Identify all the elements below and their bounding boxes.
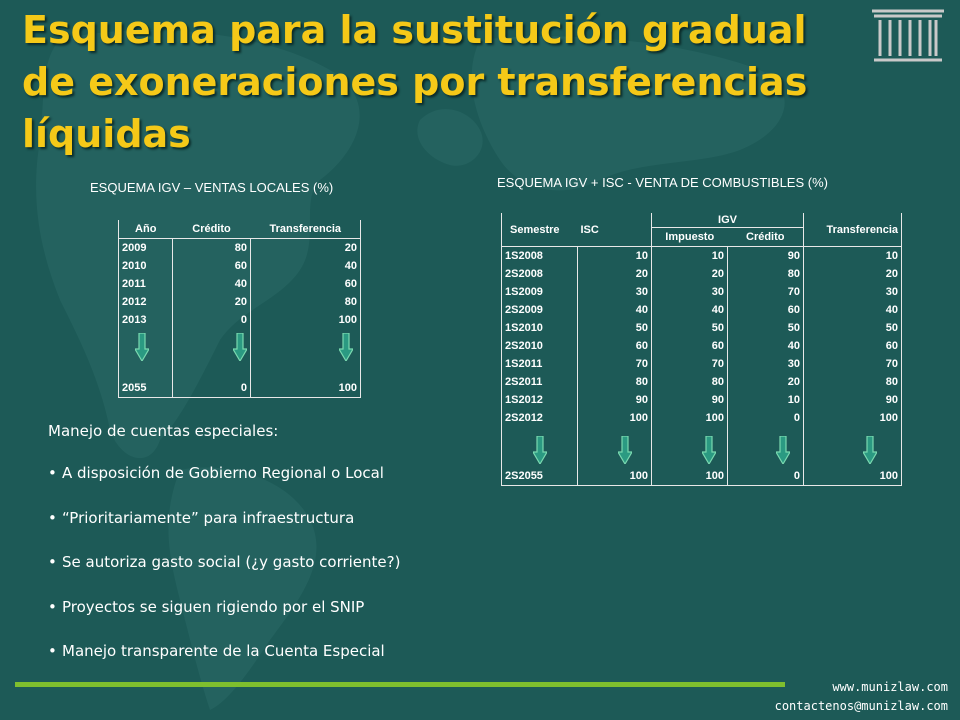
col-header-isc: ISC	[578, 213, 652, 247]
list-item: • Manejo transparente de la Cuenta Especial	[48, 642, 385, 660]
bullet-icon: •	[48, 553, 57, 571]
down-arrow-icon	[702, 436, 716, 464]
col-header-transferencia: Transferencia	[251, 220, 361, 239]
table-row-final: 2055 0 100	[119, 379, 361, 398]
table-row: 1S2008 10 10 90 10	[502, 247, 902, 266]
list-item: • Se autoriza gasto social (¿y gasto corriente?)	[48, 553, 401, 571]
col-header-igv: IGV	[652, 213, 804, 228]
table1-title: ESQUEMA IGV – VENTAS LOCALES (%)	[90, 180, 334, 195]
table-row: 2009 80 20	[119, 239, 361, 258]
list-item: • Proyectos se siguen rigiendo por el SNIP	[48, 597, 365, 616]
list-item: • A disposición de Gobierno Regional o Local	[48, 464, 384, 482]
table-igv-ventas-locales	[118, 220, 361, 398]
bullet-icon: •	[48, 464, 57, 482]
down-arrow-icon	[863, 436, 877, 464]
table-row: 2S2009 40 40 60 40	[502, 301, 902, 319]
footer	[775, 678, 948, 716]
bullet-icon: •	[48, 508, 57, 527]
table-row: 2S2010 60 60 40 60	[502, 337, 902, 355]
col-header-transferencia: Transferencia	[804, 213, 902, 247]
table-row: 1S2011 70 70 30 70	[502, 355, 902, 373]
columns-building-icon	[868, 6, 948, 66]
col-header-impuesto: Impuesto	[652, 228, 728, 247]
bullet-icon: •	[48, 597, 57, 616]
down-arrow-icon	[618, 436, 632, 464]
page-title: Esquema para la sustitución gradual de exoneraciones por transferencias líquidas	[22, 8, 808, 156]
down-arrow-icon	[533, 436, 547, 464]
table-row: 2012 20 80	[119, 293, 361, 311]
table-row: 2S2012 100 100 0 100	[502, 409, 902, 427]
table-row: 2011 40 60	[119, 275, 361, 293]
table-row: 1S2012 90 90 10 90	[502, 391, 902, 409]
table-row: 2S2008 20 20 80 20	[502, 265, 902, 283]
col-header-credito: Crédito	[728, 228, 804, 247]
footer-website-link[interactable]: www.munizlaw.com	[832, 680, 948, 694]
table2-title: ESQUEMA IGV + ISC - VENTA DE COMBUSTIBLES (%)	[497, 175, 828, 190]
down-arrow-icon	[233, 333, 247, 361]
table-row-final: 2S2055 100 100 0 100	[502, 467, 902, 486]
down-arrow-icon	[339, 333, 353, 361]
bullet-icon: •	[48, 642, 57, 660]
col-header-semestre: Semestre	[502, 213, 578, 247]
table-row: 2010 60 40	[119, 257, 361, 275]
down-arrow-icon	[776, 436, 790, 464]
table-row: 2S2011 80 80 20 80	[502, 373, 902, 391]
accent-bar	[15, 682, 785, 687]
list-item: • “Prioritariamente” para infraestructura	[48, 508, 355, 527]
table-row: 2013 0 100	[119, 311, 361, 329]
col-header-credito: Crédito	[173, 220, 251, 239]
down-arrow-icon	[135, 333, 149, 361]
table-row: 1S2010 50 50 50 50	[502, 319, 902, 337]
table-row: 1S2009 30 30 70 30	[502, 283, 902, 301]
special-accounts-heading: Manejo de cuentas especiales:	[48, 422, 279, 440]
col-header-anio: Año	[119, 220, 173, 239]
footer-email-link[interactable]: contactenos@munizlaw.com	[774, 699, 948, 713]
special-accounts-list	[48, 462, 400, 685]
